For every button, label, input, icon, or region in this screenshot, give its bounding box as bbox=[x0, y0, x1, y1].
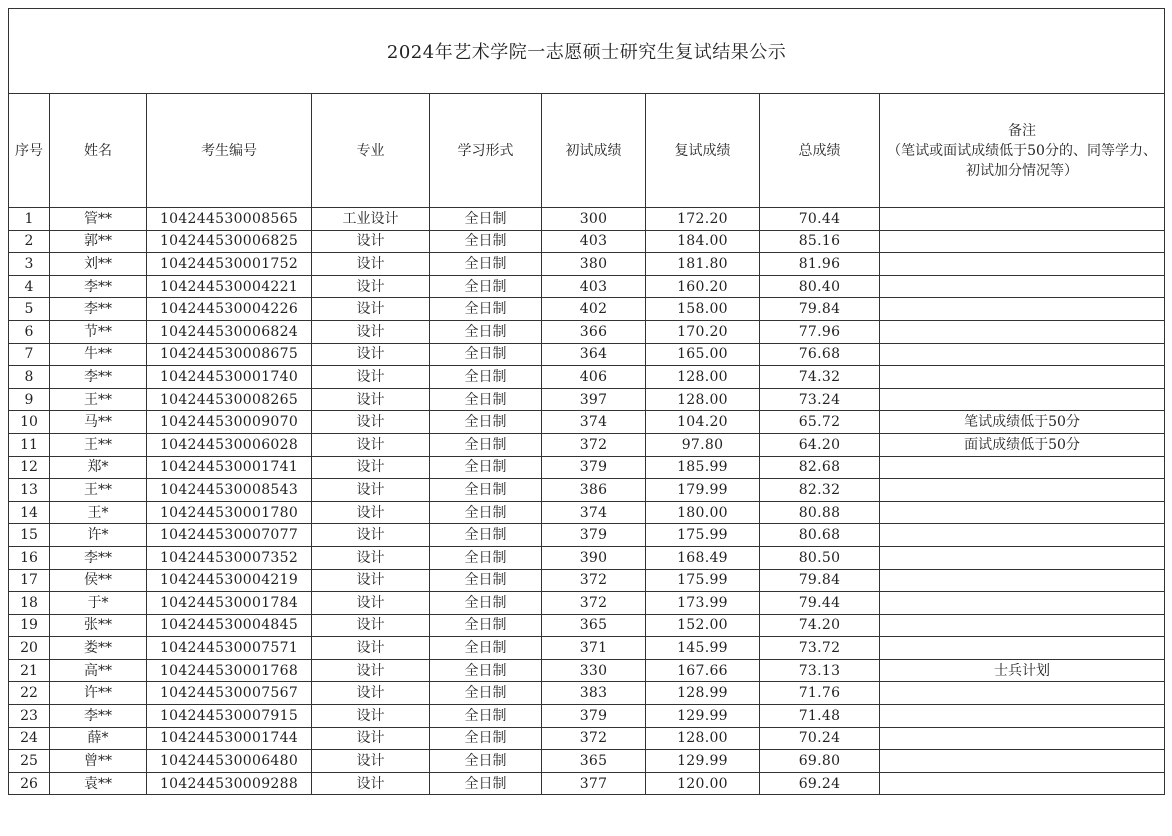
cell-retest-score: 129.99 bbox=[646, 705, 760, 728]
table-row bbox=[9, 298, 1165, 321]
cell-major: 设计 bbox=[312, 479, 430, 502]
cell-total-score: 80.40 bbox=[760, 275, 880, 298]
table-row bbox=[9, 546, 1165, 569]
cell-total-score: 76.68 bbox=[760, 343, 880, 366]
cell-total-score: 73.72 bbox=[760, 637, 880, 660]
cell-total-score: 79.44 bbox=[760, 592, 880, 615]
cell-retest-score: 128.00 bbox=[646, 727, 760, 750]
cell-retest-score: 185.99 bbox=[646, 456, 760, 479]
cell-initial-score: 374 bbox=[542, 501, 646, 524]
cell-total-score: 64.20 bbox=[760, 433, 880, 456]
table-row bbox=[9, 659, 1165, 682]
table-row bbox=[9, 592, 1165, 615]
cell-major: 设计 bbox=[312, 682, 430, 705]
cell-name: 王** bbox=[50, 433, 147, 456]
cell-exam-id: 104244530008265 bbox=[147, 388, 312, 411]
cell-major: 设计 bbox=[312, 592, 430, 615]
cell-study-mode: 全日制 bbox=[430, 705, 542, 728]
cell-initial-score: 372 bbox=[542, 592, 646, 615]
cell-study-mode: 全日制 bbox=[430, 298, 542, 321]
header-name: 姓名 bbox=[50, 94, 147, 208]
cell-major: 设计 bbox=[312, 343, 430, 366]
cell-retest-score: 145.99 bbox=[646, 637, 760, 660]
cell-total-score: 71.76 bbox=[760, 682, 880, 705]
cell-exam-id: 104244530007352 bbox=[147, 546, 312, 569]
table-row bbox=[9, 727, 1165, 750]
cell-study-mode: 全日制 bbox=[430, 592, 542, 615]
table-row bbox=[9, 208, 1165, 231]
cell-major: 设计 bbox=[312, 727, 430, 750]
cell-exam-id: 104244530004221 bbox=[147, 275, 312, 298]
cell-remark bbox=[880, 343, 1165, 366]
header-remark-title: 备注 bbox=[1008, 122, 1037, 139]
cell-total-score: 70.24 bbox=[760, 727, 880, 750]
cell-major: 设计 bbox=[312, 275, 430, 298]
header-study-mode: 学习形式 bbox=[430, 94, 542, 208]
cell-total-score: 77.96 bbox=[760, 320, 880, 343]
cell-name: 曾** bbox=[50, 750, 147, 773]
cell-seq: 23 bbox=[9, 705, 50, 728]
cell-initial-score: 406 bbox=[542, 366, 646, 389]
cell-exam-id: 104244530008565 bbox=[147, 208, 312, 231]
cell-total-score: 82.32 bbox=[760, 479, 880, 502]
cell-remark bbox=[880, 705, 1165, 728]
cell-total-score: 79.84 bbox=[760, 298, 880, 321]
cell-study-mode: 全日制 bbox=[430, 411, 542, 434]
table-row bbox=[9, 388, 1165, 411]
header-total-score: 总成绩 bbox=[760, 94, 880, 208]
cell-exam-id: 104244530001741 bbox=[147, 456, 312, 479]
cell-seq: 26 bbox=[9, 772, 50, 795]
cell-study-mode: 全日制 bbox=[430, 208, 542, 231]
cell-name: 张** bbox=[50, 614, 147, 637]
table-row bbox=[9, 614, 1165, 637]
cell-major: 设计 bbox=[312, 411, 430, 434]
cell-exam-id: 104244530001752 bbox=[147, 253, 312, 276]
cell-seq: 5 bbox=[9, 298, 50, 321]
cell-major: 设计 bbox=[312, 659, 430, 682]
cell-initial-score: 377 bbox=[542, 772, 646, 795]
cell-initial-score: 397 bbox=[542, 388, 646, 411]
cell-study-mode: 全日制 bbox=[430, 343, 542, 366]
cell-retest-score: 165.00 bbox=[646, 343, 760, 366]
cell-total-score: 80.50 bbox=[760, 546, 880, 569]
cell-major: 设计 bbox=[312, 320, 430, 343]
table-row bbox=[9, 343, 1165, 366]
page-title: 2024年艺术学院一志愿硕士研究生复试结果公示 bbox=[9, 9, 1165, 94]
table-row bbox=[9, 501, 1165, 524]
table-row bbox=[9, 750, 1165, 773]
cell-major: 设计 bbox=[312, 637, 430, 660]
cell-remark bbox=[880, 546, 1165, 569]
cell-major: 设计 bbox=[312, 501, 430, 524]
cell-major: 设计 bbox=[312, 569, 430, 592]
table-body bbox=[9, 208, 1165, 795]
cell-study-mode: 全日制 bbox=[430, 614, 542, 637]
cell-initial-score: 364 bbox=[542, 343, 646, 366]
cell-seq: 24 bbox=[9, 727, 50, 750]
cell-retest-score: 129.99 bbox=[646, 750, 760, 773]
cell-remark: 面试成绩低于50分 bbox=[880, 433, 1165, 456]
cell-remark bbox=[880, 388, 1165, 411]
cell-exam-id: 104244530009070 bbox=[147, 411, 312, 434]
cell-major: 设计 bbox=[312, 433, 430, 456]
cell-seq: 2 bbox=[9, 230, 50, 253]
cell-major: 设计 bbox=[312, 366, 430, 389]
cell-exam-id: 104244530007077 bbox=[147, 524, 312, 547]
cell-major: 设计 bbox=[312, 456, 430, 479]
cell-seq: 13 bbox=[9, 479, 50, 502]
cell-remark bbox=[880, 208, 1165, 231]
cell-initial-score: 379 bbox=[542, 524, 646, 547]
header-initial-score: 初试成绩 bbox=[542, 94, 646, 208]
cell-total-score: 80.68 bbox=[760, 524, 880, 547]
cell-initial-score: 330 bbox=[542, 659, 646, 682]
cell-initial-score: 374 bbox=[542, 411, 646, 434]
cell-study-mode: 全日制 bbox=[430, 546, 542, 569]
cell-study-mode: 全日制 bbox=[430, 569, 542, 592]
cell-remark bbox=[880, 253, 1165, 276]
cell-initial-score: 372 bbox=[542, 727, 646, 750]
cell-total-score: 65.72 bbox=[760, 411, 880, 434]
cell-initial-score: 372 bbox=[542, 569, 646, 592]
cell-major: 设计 bbox=[312, 614, 430, 637]
cell-total-score: 85.16 bbox=[760, 230, 880, 253]
cell-remark bbox=[880, 592, 1165, 615]
header-remark-detail: （笔试或面试成绩低于50分的、同等学力、初试加分情况等） bbox=[887, 142, 1157, 179]
cell-total-score: 74.20 bbox=[760, 614, 880, 637]
cell-exam-id: 104244530006028 bbox=[147, 433, 312, 456]
cell-initial-score: 402 bbox=[542, 298, 646, 321]
cell-study-mode: 全日制 bbox=[430, 637, 542, 660]
cell-initial-score: 383 bbox=[542, 682, 646, 705]
cell-exam-id: 104244530004219 bbox=[147, 569, 312, 592]
cell-remark bbox=[880, 366, 1165, 389]
cell-retest-score: 168.49 bbox=[646, 546, 760, 569]
cell-major: 设计 bbox=[312, 772, 430, 795]
cell-retest-score: 180.00 bbox=[646, 501, 760, 524]
cell-retest-score: 152.00 bbox=[646, 614, 760, 637]
cell-name: 高** bbox=[50, 659, 147, 682]
cell-name: 李** bbox=[50, 546, 147, 569]
cell-name: 李** bbox=[50, 275, 147, 298]
cell-total-score: 69.80 bbox=[760, 750, 880, 773]
header-major: 专业 bbox=[312, 94, 430, 208]
header-exam-id: 考生编号 bbox=[147, 94, 312, 208]
cell-initial-score: 386 bbox=[542, 479, 646, 502]
cell-remark: 士兵计划 bbox=[880, 659, 1165, 682]
cell-remark bbox=[880, 320, 1165, 343]
cell-study-mode: 全日制 bbox=[430, 275, 542, 298]
cell-remark bbox=[880, 750, 1165, 773]
cell-study-mode: 全日制 bbox=[430, 682, 542, 705]
cell-study-mode: 全日制 bbox=[430, 253, 542, 276]
cell-seq: 17 bbox=[9, 569, 50, 592]
cell-exam-id: 104244530001740 bbox=[147, 366, 312, 389]
cell-initial-score: 403 bbox=[542, 275, 646, 298]
table-row bbox=[9, 682, 1165, 705]
cell-study-mode: 全日制 bbox=[430, 501, 542, 524]
cell-retest-score: 104.20 bbox=[646, 411, 760, 434]
cell-study-mode: 全日制 bbox=[430, 772, 542, 795]
table-row bbox=[9, 275, 1165, 298]
cell-initial-score: 365 bbox=[542, 750, 646, 773]
cell-remark bbox=[880, 524, 1165, 547]
table-row bbox=[9, 253, 1165, 276]
cell-name: 刘** bbox=[50, 253, 147, 276]
cell-initial-score: 379 bbox=[542, 705, 646, 728]
table-row bbox=[9, 569, 1165, 592]
cell-study-mode: 全日制 bbox=[430, 524, 542, 547]
cell-exam-id: 104244530006825 bbox=[147, 230, 312, 253]
cell-name: 许** bbox=[50, 682, 147, 705]
table-row bbox=[9, 456, 1165, 479]
cell-seq: 18 bbox=[9, 592, 50, 615]
cell-initial-score: 390 bbox=[542, 546, 646, 569]
header-seq: 序号 bbox=[9, 94, 50, 208]
cell-major: 设计 bbox=[312, 230, 430, 253]
cell-seq: 11 bbox=[9, 433, 50, 456]
cell-remark: 笔试成绩低于50分 bbox=[880, 411, 1165, 434]
cell-remark bbox=[880, 682, 1165, 705]
header-retest-score: 复试成绩 bbox=[646, 94, 760, 208]
cell-study-mode: 全日制 bbox=[430, 750, 542, 773]
cell-retest-score: 181.80 bbox=[646, 253, 760, 276]
cell-name: 王* bbox=[50, 501, 147, 524]
cell-retest-score: 120.00 bbox=[646, 772, 760, 795]
cell-study-mode: 全日制 bbox=[430, 230, 542, 253]
cell-seq: 20 bbox=[9, 637, 50, 660]
cell-major: 设计 bbox=[312, 524, 430, 547]
cell-major: 设计 bbox=[312, 750, 430, 773]
cell-exam-id: 104244530009288 bbox=[147, 772, 312, 795]
cell-name: 袁** bbox=[50, 772, 147, 795]
cell-exam-id: 104244530001780 bbox=[147, 501, 312, 524]
table-row bbox=[9, 705, 1165, 728]
cell-retest-score: 158.00 bbox=[646, 298, 760, 321]
cell-study-mode: 全日制 bbox=[430, 456, 542, 479]
cell-remark bbox=[880, 275, 1165, 298]
cell-total-score: 73.13 bbox=[760, 659, 880, 682]
table-row bbox=[9, 433, 1165, 456]
cell-exam-id: 104244530006480 bbox=[147, 750, 312, 773]
cell-total-score: 80.88 bbox=[760, 501, 880, 524]
cell-initial-score: 380 bbox=[542, 253, 646, 276]
table-row bbox=[9, 772, 1165, 795]
cell-remark bbox=[880, 637, 1165, 660]
cell-exam-id: 104244530008675 bbox=[147, 343, 312, 366]
cell-seq: 21 bbox=[9, 659, 50, 682]
cell-study-mode: 全日制 bbox=[430, 366, 542, 389]
cell-name: 许* bbox=[50, 524, 147, 547]
cell-study-mode: 全日制 bbox=[430, 433, 542, 456]
cell-initial-score: 379 bbox=[542, 456, 646, 479]
table-row bbox=[9, 230, 1165, 253]
cell-remark bbox=[880, 772, 1165, 795]
cell-retest-score: 172.20 bbox=[646, 208, 760, 231]
cell-name: 马** bbox=[50, 411, 147, 434]
cell-name: 牛** bbox=[50, 343, 147, 366]
cell-exam-id: 104244530001784 bbox=[147, 592, 312, 615]
cell-retest-score: 175.99 bbox=[646, 569, 760, 592]
cell-study-mode: 全日制 bbox=[430, 727, 542, 750]
cell-name: 薛* bbox=[50, 727, 147, 750]
cell-exam-id: 104244530007571 bbox=[147, 637, 312, 660]
cell-major: 设计 bbox=[312, 253, 430, 276]
cell-remark bbox=[880, 479, 1165, 502]
cell-study-mode: 全日制 bbox=[430, 388, 542, 411]
cell-retest-score: 160.20 bbox=[646, 275, 760, 298]
cell-study-mode: 全日制 bbox=[430, 659, 542, 682]
cell-seq: 9 bbox=[9, 388, 50, 411]
header-remark bbox=[880, 94, 1165, 208]
cell-seq: 8 bbox=[9, 366, 50, 389]
cell-study-mode: 全日制 bbox=[430, 320, 542, 343]
cell-name: 郭** bbox=[50, 230, 147, 253]
cell-seq: 7 bbox=[9, 343, 50, 366]
cell-exam-id: 104244530008543 bbox=[147, 479, 312, 502]
table-row bbox=[9, 479, 1165, 502]
cell-retest-score: 175.99 bbox=[646, 524, 760, 547]
cell-seq: 12 bbox=[9, 456, 50, 479]
cell-seq: 15 bbox=[9, 524, 50, 547]
results-table bbox=[8, 8, 1165, 795]
cell-seq: 22 bbox=[9, 682, 50, 705]
cell-exam-id: 104244530007915 bbox=[147, 705, 312, 728]
cell-major: 设计 bbox=[312, 546, 430, 569]
cell-initial-score: 372 bbox=[542, 433, 646, 456]
cell-total-score: 70.44 bbox=[760, 208, 880, 231]
cell-exam-id: 104244530001768 bbox=[147, 659, 312, 682]
cell-retest-score: 128.00 bbox=[646, 388, 760, 411]
cell-retest-score: 128.99 bbox=[646, 682, 760, 705]
table-row bbox=[9, 366, 1165, 389]
cell-remark bbox=[880, 456, 1165, 479]
cell-name: 李** bbox=[50, 366, 147, 389]
cell-total-score: 79.84 bbox=[760, 569, 880, 592]
cell-seq: 6 bbox=[9, 320, 50, 343]
cell-name: 郑* bbox=[50, 456, 147, 479]
cell-name: 侯** bbox=[50, 569, 147, 592]
cell-name: 王** bbox=[50, 479, 147, 502]
cell-total-score: 81.96 bbox=[760, 253, 880, 276]
cell-initial-score: 365 bbox=[542, 614, 646, 637]
cell-retest-score: 167.66 bbox=[646, 659, 760, 682]
cell-retest-score: 184.00 bbox=[646, 230, 760, 253]
cell-seq: 14 bbox=[9, 501, 50, 524]
cell-remark bbox=[880, 230, 1165, 253]
cell-retest-score: 128.00 bbox=[646, 366, 760, 389]
cell-exam-id: 104244530004226 bbox=[147, 298, 312, 321]
cell-major: 设计 bbox=[312, 298, 430, 321]
cell-exam-id: 104244530001744 bbox=[147, 727, 312, 750]
cell-initial-score: 371 bbox=[542, 637, 646, 660]
cell-total-score: 71.48 bbox=[760, 705, 880, 728]
cell-initial-score: 403 bbox=[542, 230, 646, 253]
cell-name: 李** bbox=[50, 705, 147, 728]
cell-retest-score: 170.20 bbox=[646, 320, 760, 343]
cell-exam-id: 104244530004845 bbox=[147, 614, 312, 637]
cell-name: 李** bbox=[50, 298, 147, 321]
cell-total-score: 74.32 bbox=[760, 366, 880, 389]
table-row bbox=[9, 524, 1165, 547]
cell-retest-score: 173.99 bbox=[646, 592, 760, 615]
cell-total-score: 69.24 bbox=[760, 772, 880, 795]
cell-initial-score: 300 bbox=[542, 208, 646, 231]
cell-seq: 10 bbox=[9, 411, 50, 434]
table-row bbox=[9, 637, 1165, 660]
cell-major: 设计 bbox=[312, 388, 430, 411]
cell-name: 王** bbox=[50, 388, 147, 411]
cell-remark bbox=[880, 298, 1165, 321]
cell-seq: 16 bbox=[9, 546, 50, 569]
cell-remark bbox=[880, 727, 1165, 750]
cell-name: 于* bbox=[50, 592, 147, 615]
cell-seq: 1 bbox=[9, 208, 50, 231]
cell-initial-score: 366 bbox=[542, 320, 646, 343]
cell-major: 工业设计 bbox=[312, 208, 430, 231]
table-row bbox=[9, 320, 1165, 343]
cell-total-score: 82.68 bbox=[760, 456, 880, 479]
cell-exam-id: 104244530007567 bbox=[147, 682, 312, 705]
cell-name: 管** bbox=[50, 208, 147, 231]
cell-retest-score: 97.80 bbox=[646, 433, 760, 456]
cell-major: 设计 bbox=[312, 705, 430, 728]
cell-remark bbox=[880, 501, 1165, 524]
table-row bbox=[9, 411, 1165, 434]
cell-remark bbox=[880, 569, 1165, 592]
cell-seq: 4 bbox=[9, 275, 50, 298]
cell-seq: 19 bbox=[9, 614, 50, 637]
cell-retest-score: 179.99 bbox=[646, 479, 760, 502]
cell-name: 节** bbox=[50, 320, 147, 343]
cell-seq: 3 bbox=[9, 253, 50, 276]
cell-seq: 25 bbox=[9, 750, 50, 773]
cell-study-mode: 全日制 bbox=[430, 479, 542, 502]
cell-total-score: 73.24 bbox=[760, 388, 880, 411]
cell-exam-id: 104244530006824 bbox=[147, 320, 312, 343]
cell-remark bbox=[880, 614, 1165, 637]
cell-name: 娄** bbox=[50, 637, 147, 660]
header-row bbox=[9, 94, 1165, 208]
